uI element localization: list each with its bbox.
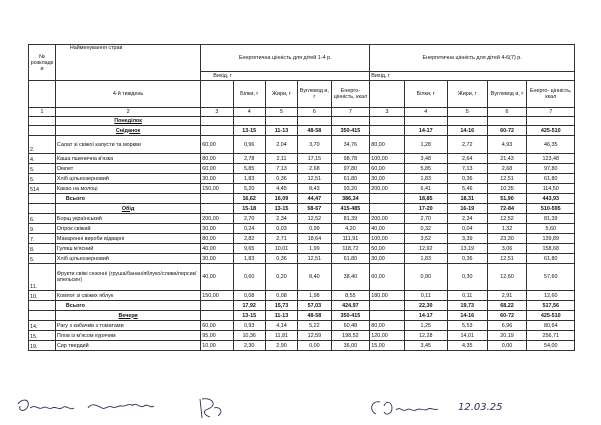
nutrition-value: 30,00 xyxy=(201,224,233,234)
nutrition-value: 6,41 xyxy=(404,184,447,194)
nutrition-value: 38,40 xyxy=(331,264,370,291)
nutrition-value: 1,98 xyxy=(298,291,331,301)
nutrition-value: 2,34 xyxy=(265,214,297,224)
nutrition-value: 114,50 xyxy=(527,184,575,194)
table-row xyxy=(29,254,575,264)
header-no: № розкладк и xyxy=(29,45,56,81)
nutrition-value: 95,00 xyxy=(201,331,233,341)
header-energy-4-6: Енергетична цінність для дітей 4-6(7) р. xyxy=(370,45,575,72)
nutrition-value: 4,93 xyxy=(487,136,527,154)
nutrition-value: 1,28 xyxy=(404,136,447,154)
recipe-number: 6. xyxy=(29,214,56,224)
header-energy-1-4: Енергетична цінність для дітей 1-4 р. xyxy=(201,45,370,72)
nutrition-value: 60,00 xyxy=(201,321,233,331)
nutrition-value: 4,14 xyxy=(265,321,297,331)
nutrition-value: 2,91 xyxy=(487,291,527,301)
dish-name: Компот зі свіжих яблук xyxy=(55,291,200,301)
nutrition-value: 5,85 xyxy=(404,164,447,174)
dish-name: Омлет xyxy=(55,164,200,174)
nutrition-value: 2,04 xyxy=(265,136,297,154)
header-carbs-4-6: Вуглевод и, г xyxy=(487,81,527,108)
nutrition-value: 61,80 xyxy=(527,254,575,264)
nutrition-value: 1,83 xyxy=(233,174,265,184)
nutrition-value: 2,90 xyxy=(265,341,297,351)
breakfast-norm: 48-58 xyxy=(298,126,331,136)
total-value: 424,97 xyxy=(331,301,370,311)
nutrition-value: 80,00 xyxy=(201,234,233,244)
nutrition-value: 5,53 xyxy=(447,321,487,331)
nutrition-value: 12,60 xyxy=(487,264,527,291)
nutrition-value: 0,90 xyxy=(404,264,447,291)
nutrition-value: 0,36 xyxy=(265,174,297,184)
nutrition-value: 2,34 xyxy=(447,214,487,224)
recipe-number: 7. xyxy=(29,234,56,244)
nutrition-value: 97,80 xyxy=(527,164,575,174)
dinner-title: Вечеря xyxy=(55,311,200,321)
dish-name: Огірок свіжий xyxy=(55,224,200,234)
dinner-norm: 13-15 xyxy=(233,311,265,321)
nutrition-value: 139,89 xyxy=(527,234,575,244)
nutrition-value: 1,25 xyxy=(404,321,447,331)
table-row xyxy=(29,154,575,164)
day-title: Понеділок xyxy=(55,117,200,126)
dish-name: Какао на молоці xyxy=(55,184,200,194)
dish-name: Хліб цільнозерновий xyxy=(55,254,200,264)
lunch-norm: 17-20 xyxy=(404,204,447,214)
dish-name: Салат зі свіжої капусти та моркви xyxy=(55,136,200,154)
total-value: 51,90 xyxy=(487,194,527,204)
header-yield-1-4: Вихід, г xyxy=(201,72,370,81)
nutrition-value: 1,83 xyxy=(233,254,265,264)
breakfast-norm: 14-17 xyxy=(404,126,447,136)
nutrition-value: 150,00 xyxy=(201,291,233,301)
nutrition-value: 2,70 xyxy=(404,214,447,224)
dinner-norm: 14-16 xyxy=(447,311,487,321)
nutrition-value: 10,36 xyxy=(233,331,265,341)
nutrition-value: 2,11 xyxy=(265,154,297,164)
dish-name: Рагу з кабачків з томатами xyxy=(55,321,200,331)
nutrition-value: 4,20 xyxy=(331,224,370,234)
nutrition-value: 2,68 xyxy=(298,164,331,174)
nutrition-value: 12,52 xyxy=(487,214,527,224)
nutrition-value: 30,00 xyxy=(370,254,404,264)
dinner-norm: 425-510 xyxy=(527,311,575,321)
nutrition-value: 30,00 xyxy=(370,174,404,184)
nutrition-value: 3,39 xyxy=(447,234,487,244)
nutrition-value: 14,01 xyxy=(447,331,487,341)
signature-date: 12.03.25 xyxy=(458,402,503,413)
nutrition-value: 2,78 xyxy=(233,154,265,164)
nutrition-value: 4,45 xyxy=(265,184,297,194)
nutrition-value: 2,72 xyxy=(447,136,487,154)
table-row xyxy=(29,174,575,184)
header-week: 4-й тиждень xyxy=(55,81,200,108)
nutrition-value: 2,71 xyxy=(265,234,297,244)
nutrition-value: 5,60 xyxy=(527,224,575,234)
nutrition-value: 10,35 xyxy=(487,184,527,194)
recipe-number: 11. xyxy=(29,264,56,291)
nutrition-value: 12,51 xyxy=(487,254,527,264)
recipe-number: 14. xyxy=(29,321,56,331)
nutrition-value: 93,20 xyxy=(331,184,370,194)
nutrition-value: 0,36 xyxy=(447,254,487,264)
total-value: 22,30 xyxy=(404,301,447,311)
nutrition-value: 2,82 xyxy=(233,234,265,244)
breakfast-total-row xyxy=(29,194,575,204)
nutrition-value: 200,00 xyxy=(370,184,404,194)
nutrition-value: 18,64 xyxy=(298,234,331,244)
nutrition-value: 3,70 xyxy=(298,136,331,154)
lunch-norm: 15-18 xyxy=(233,204,265,214)
lunch-title: Обід xyxy=(55,204,200,214)
nutrition-value: 0,04 xyxy=(447,224,487,234)
nutrition-value: 12,28 xyxy=(404,331,447,341)
recipe-number: 19. xyxy=(29,341,56,351)
dish-name: Фрукти свіжі сезонні (груша/банан/яблуко/слива/персик/апельсин) xyxy=(55,264,200,291)
header-protein-1-4: Білки, г xyxy=(233,81,265,108)
table-row xyxy=(29,214,575,224)
nutrition-value: 0,24 xyxy=(233,224,265,234)
nutrition-value: 6,96 xyxy=(487,321,527,331)
nutrition-value: 2,68 xyxy=(487,164,527,174)
nutrition-value: 0,96 xyxy=(233,136,265,154)
signatures-area xyxy=(0,396,601,422)
nutrition-value: 61,80 xyxy=(527,174,575,184)
total-value: 386,34 xyxy=(331,194,370,204)
recipe-number: 15. xyxy=(29,331,56,341)
nutrition-value: 120,00 xyxy=(370,331,404,341)
recipe-number: 5. xyxy=(29,164,56,174)
header-yield-4-6: Вихід, г xyxy=(370,72,575,81)
nutrition-value: 60,00 xyxy=(370,164,404,174)
table-row xyxy=(29,136,575,154)
lunch-norm: 58-67 xyxy=(298,204,331,214)
nutrition-value: 150,00 xyxy=(201,184,233,194)
nutrition-value: 0,00 xyxy=(487,341,527,351)
table-row xyxy=(29,234,575,244)
dish-name: Сир твердий xyxy=(55,341,200,351)
dinner-norm: 350-415 xyxy=(331,311,370,321)
nutrition-value: 61,80 xyxy=(331,174,370,184)
header-protein-4-6: Білки, г xyxy=(404,81,447,108)
nutrition-value: 11,81 xyxy=(265,331,297,341)
table-row xyxy=(29,341,575,351)
dish-name: Гуляш м'ясний xyxy=(55,244,200,254)
nutrition-value: 10,00 xyxy=(201,341,233,351)
nutrition-value: 200,00 xyxy=(370,214,404,224)
nutrition-value: 0,20 xyxy=(265,264,297,291)
nutrition-value: 60,48 xyxy=(331,321,370,331)
lunch-norm: 72-84 xyxy=(487,204,527,214)
table-row xyxy=(29,164,575,174)
nutrition-value: 123,48 xyxy=(527,154,575,164)
nutrition-value: 1,83 xyxy=(404,254,447,264)
total-value: 18,85 xyxy=(404,194,447,204)
total-value: 68,22 xyxy=(487,301,527,311)
breakfast-norm: 350-415 xyxy=(331,126,370,136)
nutrition-value: 111,91 xyxy=(331,234,370,244)
handwritten-signatures xyxy=(0,396,601,422)
nutrition-value: 17,15 xyxy=(298,154,331,164)
nutrition-value: 158,68 xyxy=(527,244,575,254)
nutrition-value: 0,36 xyxy=(265,254,297,264)
nutrition-value: 81,39 xyxy=(527,214,575,224)
recipe-number: 8. xyxy=(29,244,56,254)
nutrition-value: 7,13 xyxy=(447,164,487,174)
nutrition-value: 1,99 xyxy=(298,244,331,254)
nutrition-value: 9,65 xyxy=(233,244,265,254)
nutrition-value: 5,22 xyxy=(298,321,331,331)
total-value: 517,56 xyxy=(527,301,575,311)
total-value: 57,03 xyxy=(298,301,331,311)
nutrition-value: 50,00 xyxy=(370,244,404,254)
nutrition-value: 12,59 xyxy=(298,331,331,341)
nutrition-value: 60,00 xyxy=(201,136,233,154)
recipe-number: 4. xyxy=(29,154,56,164)
total-value: 15,73 xyxy=(265,301,297,311)
nutrition-value: 13,19 xyxy=(447,244,487,254)
nutrition-value: 0,60 xyxy=(233,264,265,291)
nutrition-value: 180,00 xyxy=(370,291,404,301)
nutrition-value: 80,00 xyxy=(370,136,404,154)
nutrition-value: 81,39 xyxy=(331,214,370,224)
total-value: 443,93 xyxy=(527,194,575,204)
nutrition-value: 12,51 xyxy=(487,174,527,184)
dinner-norm: 48-58 xyxy=(298,311,331,321)
breakfast-title: Сніданок xyxy=(55,126,200,136)
dinner-title-row xyxy=(29,311,575,321)
nutrition-value: 40,00 xyxy=(370,224,404,234)
nutrition-value: 4,35 xyxy=(447,341,487,351)
nutrition-value: 60,00 xyxy=(370,264,404,291)
nutrition-value: 12,60 xyxy=(527,291,575,301)
menu-sheet xyxy=(28,44,575,351)
dish-name: Хліб цільнозерновий xyxy=(55,174,200,184)
dinner-norm: 14-17 xyxy=(404,311,447,321)
nutrition-value: 3,52 xyxy=(404,234,447,244)
nutrition-value: 7,13 xyxy=(265,164,297,174)
table-row xyxy=(29,244,575,254)
table-row xyxy=(29,224,575,234)
nutrition-value: 100,00 xyxy=(370,154,404,164)
nutrition-value: 15,00 xyxy=(370,341,404,351)
table-row xyxy=(29,321,575,331)
nutrition-value: 256,71 xyxy=(527,331,575,341)
lunch-norm: 16-19 xyxy=(447,204,487,214)
breakfast-norm: 13-15 xyxy=(233,126,265,136)
nutrition-value: 61,80 xyxy=(331,254,370,264)
nutrition-value: 30,00 xyxy=(201,174,233,184)
nutrition-value: 0,36 xyxy=(447,174,487,184)
nutrition-value: 8,43 xyxy=(298,184,331,194)
table-row xyxy=(29,291,575,301)
nutrition-value: 80,64 xyxy=(527,321,575,331)
breakfast-norm: 60-72 xyxy=(487,126,527,136)
breakfast-norm: 14-16 xyxy=(447,126,487,136)
lunch-total-row xyxy=(29,301,575,311)
nutrition-value: 40,00 xyxy=(201,264,233,291)
nutrition-value: 5,46 xyxy=(447,184,487,194)
nutrition-value: 46,35 xyxy=(527,136,575,154)
total-value: 44,47 xyxy=(298,194,331,204)
lunch-norm: 13-15 xyxy=(265,204,297,214)
nutrition-value: 36,00 xyxy=(331,341,370,351)
nutrition-value: 40,00 xyxy=(201,244,233,254)
nutrition-value: 200,00 xyxy=(201,214,233,224)
dish-name: Каша пшенична в'язка xyxy=(55,154,200,164)
nutrition-value: 97,80 xyxy=(331,164,370,174)
nutrition-value: 0,08 xyxy=(265,291,297,301)
header-fat-1-4: Жири, г xyxy=(265,81,297,108)
header-carbs-1-4: Вуглевод и, г xyxy=(298,81,331,108)
total-value: 19,73 xyxy=(447,301,487,311)
breakfast-norm: 425-510 xyxy=(527,126,575,136)
header-energy-kcal-1-4: Енерго- цінність, ккал xyxy=(331,81,370,108)
nutrition-value: 2,30 xyxy=(233,341,265,351)
lunch-title-row xyxy=(29,204,575,214)
nutrition-value: 3,06 xyxy=(487,244,527,254)
nutrition-value: 3,48 xyxy=(404,154,447,164)
nutrition-value: 2,64 xyxy=(447,154,487,164)
nutrition-value: 12,52 xyxy=(298,214,331,224)
nutrition-value: 54,00 xyxy=(527,341,575,351)
recipe-number: 514 xyxy=(29,184,56,194)
nutrition-value: 198,52 xyxy=(331,331,370,341)
nutrition-value: 0,93 xyxy=(233,321,265,331)
dinner-norm: 60-72 xyxy=(487,311,527,321)
nutrition-value: 0,30 xyxy=(447,264,487,291)
header-fat-4-6: Жири, г xyxy=(447,81,487,108)
nutrition-value: 0,99 xyxy=(298,224,331,234)
nutrition-value: 118,72 xyxy=(331,244,370,254)
recipe-number: 5. xyxy=(29,254,56,264)
nutrition-value: 8,40 xyxy=(298,264,331,291)
nutrition-value: 1,83 xyxy=(404,174,447,184)
nutrition-value: 21,43 xyxy=(487,154,527,164)
header-name: Найменування страв xyxy=(55,45,200,81)
nutrition-value: 12,51 xyxy=(298,174,331,184)
recipe-number: 10. xyxy=(29,291,56,301)
nutrition-value: 10,01 xyxy=(265,244,297,254)
recipe-number: 9. xyxy=(29,224,56,234)
nutrition-value: 60,00 xyxy=(201,164,233,174)
table-row xyxy=(29,331,575,341)
nutrition-value: 0,11 xyxy=(404,291,447,301)
nutrition-value: 2,70 xyxy=(233,214,265,224)
lunch-norm: 415-485 xyxy=(331,204,370,214)
nutrition-value: 100,00 xyxy=(370,234,404,244)
nutrition-value: 80,00 xyxy=(370,321,404,331)
breakfast-total-label: Всього xyxy=(55,194,200,204)
total-value: 17,92 xyxy=(233,301,265,311)
total-value: 16,09 xyxy=(265,194,297,204)
nutrition-value: 0,11 xyxy=(447,291,487,301)
nutrition-value: 5,85 xyxy=(233,164,265,174)
dish-name: Борщ український xyxy=(55,214,200,224)
nutrition-value: 3,45 xyxy=(404,341,447,351)
total-value: 18,31 xyxy=(447,194,487,204)
nutrition-value: 0,08 xyxy=(233,291,265,301)
breakfast-norm: 11-13 xyxy=(265,126,297,136)
nutrition-value: 80,00 xyxy=(201,154,233,164)
nutrition-value: 0,00 xyxy=(298,341,331,351)
total-value: 16,62 xyxy=(233,194,265,204)
nutrition-value: 5,20 xyxy=(233,184,265,194)
nutrition-value: 8,55 xyxy=(331,291,370,301)
nutrition-value: 0,03 xyxy=(265,224,297,234)
header-energy-kcal-4-6: Енерго- цінність, ккал xyxy=(527,81,575,108)
nutrition-value: 34,76 xyxy=(331,136,370,154)
lunch-norm: 510-595 xyxy=(527,204,575,214)
dish-name: Плов із м'ясом курячим xyxy=(55,331,200,341)
recipe-number: 5. xyxy=(29,174,56,184)
nutrition-value: 23,30 xyxy=(487,234,527,244)
dish-name: Макаронні вироби відварні xyxy=(55,234,200,244)
nutrition-value: 57,60 xyxy=(527,264,575,291)
nutrition-value: 98,78 xyxy=(331,154,370,164)
recipe-number: 2. xyxy=(29,136,56,154)
menu-table xyxy=(28,44,575,351)
dinner-norm: 11-13 xyxy=(265,311,297,321)
nutrition-value: 1,32 xyxy=(487,224,527,234)
nutrition-value: 30,00 xyxy=(201,254,233,264)
table-row xyxy=(29,184,575,194)
table-row xyxy=(29,264,575,291)
nutrition-value: 12,92 xyxy=(404,244,447,254)
column-numbers-row: 1 2 3 4 5 6 7 3 4 5 6 7 xyxy=(29,108,575,117)
breakfast-title-row xyxy=(29,126,575,136)
nutrition-value: 12,51 xyxy=(298,254,331,264)
nutrition-value: 20,19 xyxy=(487,331,527,341)
lunch-total-label: Всього xyxy=(55,301,200,311)
nutrition-value: 0,32 xyxy=(404,224,447,234)
